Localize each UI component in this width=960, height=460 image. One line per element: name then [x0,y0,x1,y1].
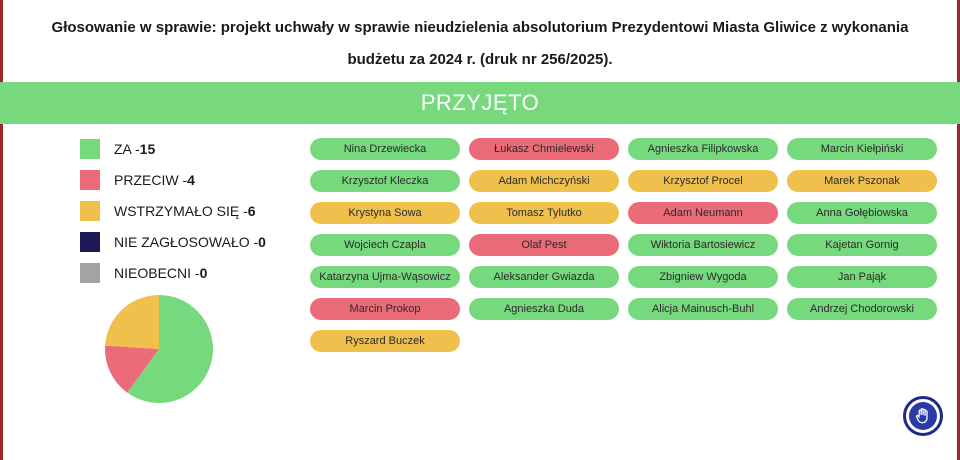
councillor-vote-za: Aleksander Gwiazda [469,266,619,288]
legend-item-wstrzymalo [80,200,266,221]
vote-pie-chart [104,294,214,404]
legend-swatch-nie-zaglosowalo [80,232,100,252]
vote-title-line-2: budżetu za 2024 r. (druk nr 256/2025). [347,51,613,68]
councillor-vote-wstrzymal: Marek Pszonak [787,170,937,192]
legend-label-za: ZA - [114,140,140,157]
councillor-vote-za: Nina Drzewiecka [310,138,460,160]
legend-label-przeciw: PRZECIW - [114,171,188,188]
councillor-vote-przeciw: Łukasz Chmielewski [469,138,619,160]
legend [80,138,266,293]
councillor-vote-za: Zbigniew Wygoda [628,266,778,288]
legend-count-nie-zaglosowalo: 0 [258,233,266,250]
councillor-vote-wstrzymal: Krystyna Sowa [310,202,460,224]
councillor-vote-przeciw: Adam Neumann [628,202,778,224]
councillor-vote-za: Kajetan Gornig [787,234,937,256]
legend-swatch-za [80,139,100,159]
councillor-vote-wstrzymal: Ryszard Buczek [310,330,460,352]
councillor-vote-za: Agnieszka Duda [469,298,619,320]
councillor-vote-przeciw: Marcin Prokop [310,298,460,320]
legend-swatch-przeciw [80,170,100,190]
legend-label-nieobecni: NIEOBECNI - [114,264,200,281]
councillor-vote-za: Marcin Kiełpiński [787,138,937,160]
vote-title [10,12,950,76]
legend-swatch-wstrzymalo [80,201,100,221]
legend-item-nie-zaglosowalo [80,231,266,252]
legend-count-za: 15 [139,140,156,157]
legend-label-nie-zaglosowalo: NIE ZAGŁOSOWAŁO - [114,233,259,250]
legend-swatch-nieobecni [80,263,100,283]
legend-item-nieobecni [80,262,266,283]
legend-count-wstrzymalo: 6 [247,202,256,219]
councillor-vote-za: Katarzyna Ujma-Wąsowicz [310,266,460,288]
councillor-vote-wstrzymal: Tomasz Tylutko [469,202,619,224]
raised-hand-icon [909,402,937,430]
vote-title-line-1: Głosowanie w sprawie: projekt uchwały w sprawie nieudzielenia absolutorium Prezydentowi Miasta Gliwice z wykonania [51,19,909,36]
councillor-vote-za: Alicja Mainusch-Buhl [628,298,778,320]
councillor-vote-grid [310,138,937,352]
frame-left-border [0,0,3,460]
result-banner: PRZYJĘTO [0,82,960,124]
legend-label-wstrzymalo: WSTRZYMAŁO SIĘ - [114,202,248,219]
councillor-vote-przeciw: Olaf Pest [469,234,619,256]
legend-count-nieobecni: 0 [199,264,208,281]
legend-item-przeciw [80,169,266,190]
legend-item-za [80,138,266,159]
councillor-vote-za: Krzysztof Kleczka [310,170,460,192]
pie-slice-wstrzymało-się [105,295,159,349]
councillor-vote-za: Jan Pająk [787,266,937,288]
legend-count-przeciw: 4 [187,171,195,188]
councillor-vote-za: Wojciech Czapla [310,234,460,256]
councillor-vote-wstrzymal: Adam Michczyński [469,170,619,192]
councillor-vote-za: Anna Gołębiowska [787,202,937,224]
accessibility-button[interactable] [903,396,943,436]
councillor-vote-za: Agnieszka Filipkowska [628,138,778,160]
councillor-vote-za: Wiktoria Bartosiewicz [628,234,778,256]
councillor-vote-za: Andrzej Chodorowski [787,298,937,320]
councillor-vote-wstrzymal: Krzysztof Procel [628,170,778,192]
